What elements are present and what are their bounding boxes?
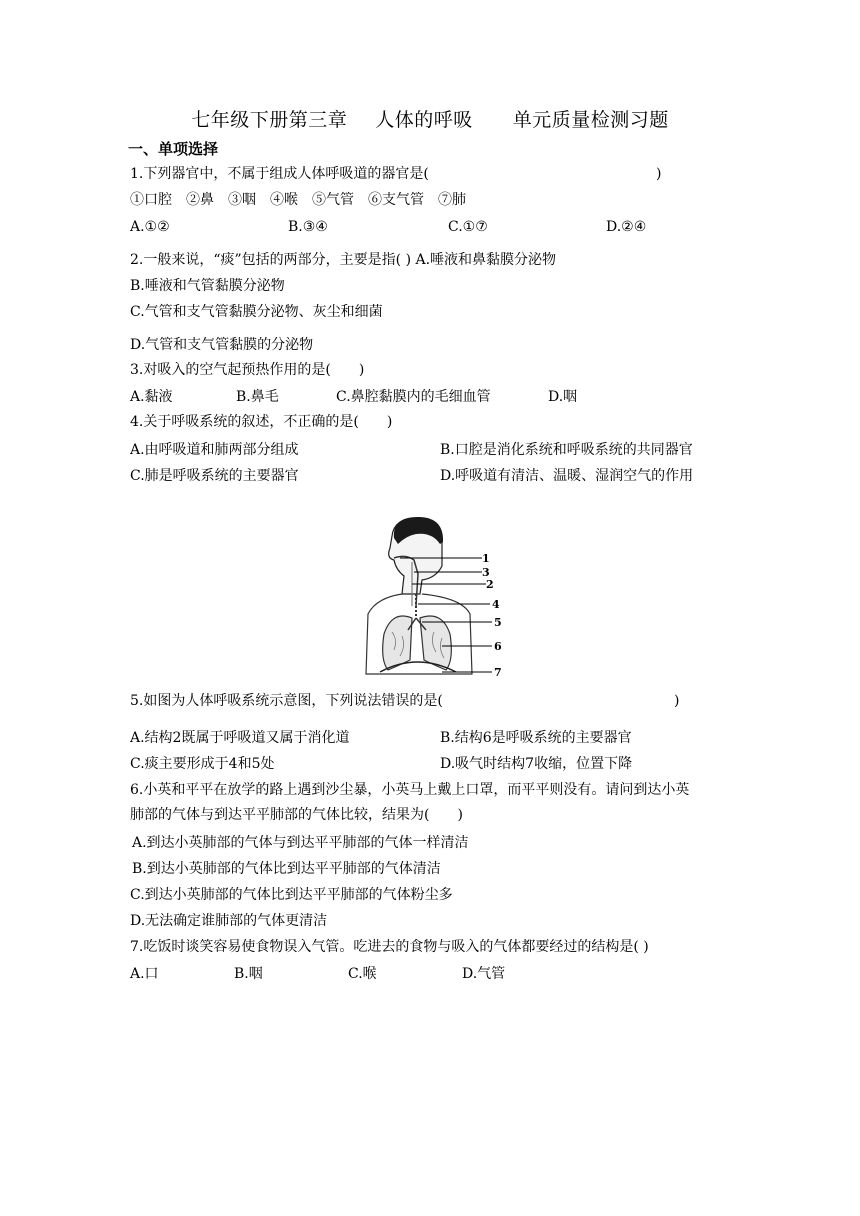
respiratory-system-diagram: [362, 514, 512, 684]
q1-option-b: B.③④: [288, 219, 328, 235]
section-heading: 一、单项选择: [128, 140, 219, 158]
q4-option-c: C.肺是呼吸系统的主要器官: [130, 468, 299, 484]
q1-items: ①口腔 ②鼻 ③咽 ④喉 ⑤气管 ⑥支气管 ⑦肺: [130, 192, 466, 208]
q7-stem: 7.吃饭时谈笑容易使食物误入气管。吃进去的食物与吸入的气体都要经过的结构是( ): [130, 939, 649, 955]
diagram-label-1: 1: [482, 552, 490, 565]
diagram-label-7: 7: [494, 666, 502, 679]
q2-option-d: D.气管和支气管黏膜的分泌物: [130, 337, 314, 353]
q3-option-a: A.黏液: [130, 389, 173, 405]
q2-option-b: B.唾液和气管黏膜分泌物: [130, 278, 285, 294]
q1-option-d: D.②④: [606, 219, 647, 235]
q5-option-a: A.结构2既属于呼吸道又属于消化道: [130, 730, 350, 746]
q6-option-b: B.到达小英肺部的气体比到达平平肺部的气体清洁: [132, 861, 441, 877]
q5-stem: 5.如图为人体呼吸系统示意图，下列说法错误的是(: [130, 693, 443, 709]
q6-option-a: A.到达小英肺部的气体与到达平平肺部的气体一样清洁: [132, 835, 469, 851]
diagram-label-4: 4: [492, 598, 500, 611]
q5-option-b: B.结构6是呼吸系统的主要器官: [440, 730, 632, 746]
q1-close: ): [656, 166, 662, 182]
q6-stem-line-2: 肺部的气体与到达平平肺部的气体比较，结果为( ): [130, 807, 463, 823]
q6-option-c: C.到达小英肺部的气体比到达平平肺部的气体粉尘多: [130, 887, 453, 903]
q4-stem: 4.关于呼吸系统的叙述，不正确的是( ): [130, 414, 393, 430]
q4-option-d: D.呼吸道有清洁、温暖、湿润空气的作用: [440, 468, 694, 484]
diagram-label-2: 2: [486, 578, 494, 591]
q4-option-b: B.口腔是消化系统和呼吸系统的共同器官: [440, 442, 693, 458]
q6-stem-line-1: 6.小英和平平在放学的路上遇到沙尘暴，小英马上戴上口罩，而平平则没有。请问到达小英: [130, 782, 690, 798]
title-part-1: 七年级下册第三章: [191, 109, 348, 131]
q7-option-a: A.口: [130, 966, 159, 982]
q5-close: ): [674, 693, 680, 709]
q3-option-c: C.鼻腔黏膜内的毛细血管: [336, 389, 491, 405]
q2-stem: 2.一般来说，“痰”包括的两部分，主要是指( ) A.唾液和鼻黏膜分泌物: [130, 252, 557, 268]
q3-option-d: D.咽: [548, 389, 578, 405]
q5-option-c: C.痰主要形成于4和5处: [130, 756, 275, 772]
q4-option-a: A.由呼吸道和肺两部分组成: [130, 442, 299, 458]
q1-option-a: A.①②: [130, 219, 170, 235]
q1-option-c: C.①⑦: [448, 219, 488, 235]
q5-option-d: D.吸气时结构7收缩，位置下降: [440, 756, 633, 772]
diagram-label-6: 6: [494, 640, 502, 653]
q1-stem: 1.下列器官中，不属于组成人体呼吸道的器官是(: [130, 166, 429, 182]
q3-option-b: B.鼻毛: [236, 389, 279, 405]
left-lung: [383, 616, 412, 670]
q6-option-d: D.无法确定谁肺部的气体更清洁: [130, 913, 328, 929]
title-part-2: 人体的呼吸: [375, 109, 473, 131]
q3-stem: 3.对吸入的空气起预热作用的是( ): [130, 362, 365, 378]
q7-option-b: B.咽: [234, 966, 263, 982]
q2-option-c: C.气管和支气管黏膜分泌物、灰尘和细菌: [130, 304, 383, 320]
page-title: [0, 108, 860, 132]
q7-option-d: D.气管: [462, 966, 506, 982]
diagram-label-5: 5: [494, 616, 502, 629]
q7-option-c: C.喉: [348, 966, 377, 982]
diagram-label-3: 3: [482, 566, 490, 579]
title-part-3: 单元质量检测习题: [512, 109, 669, 131]
